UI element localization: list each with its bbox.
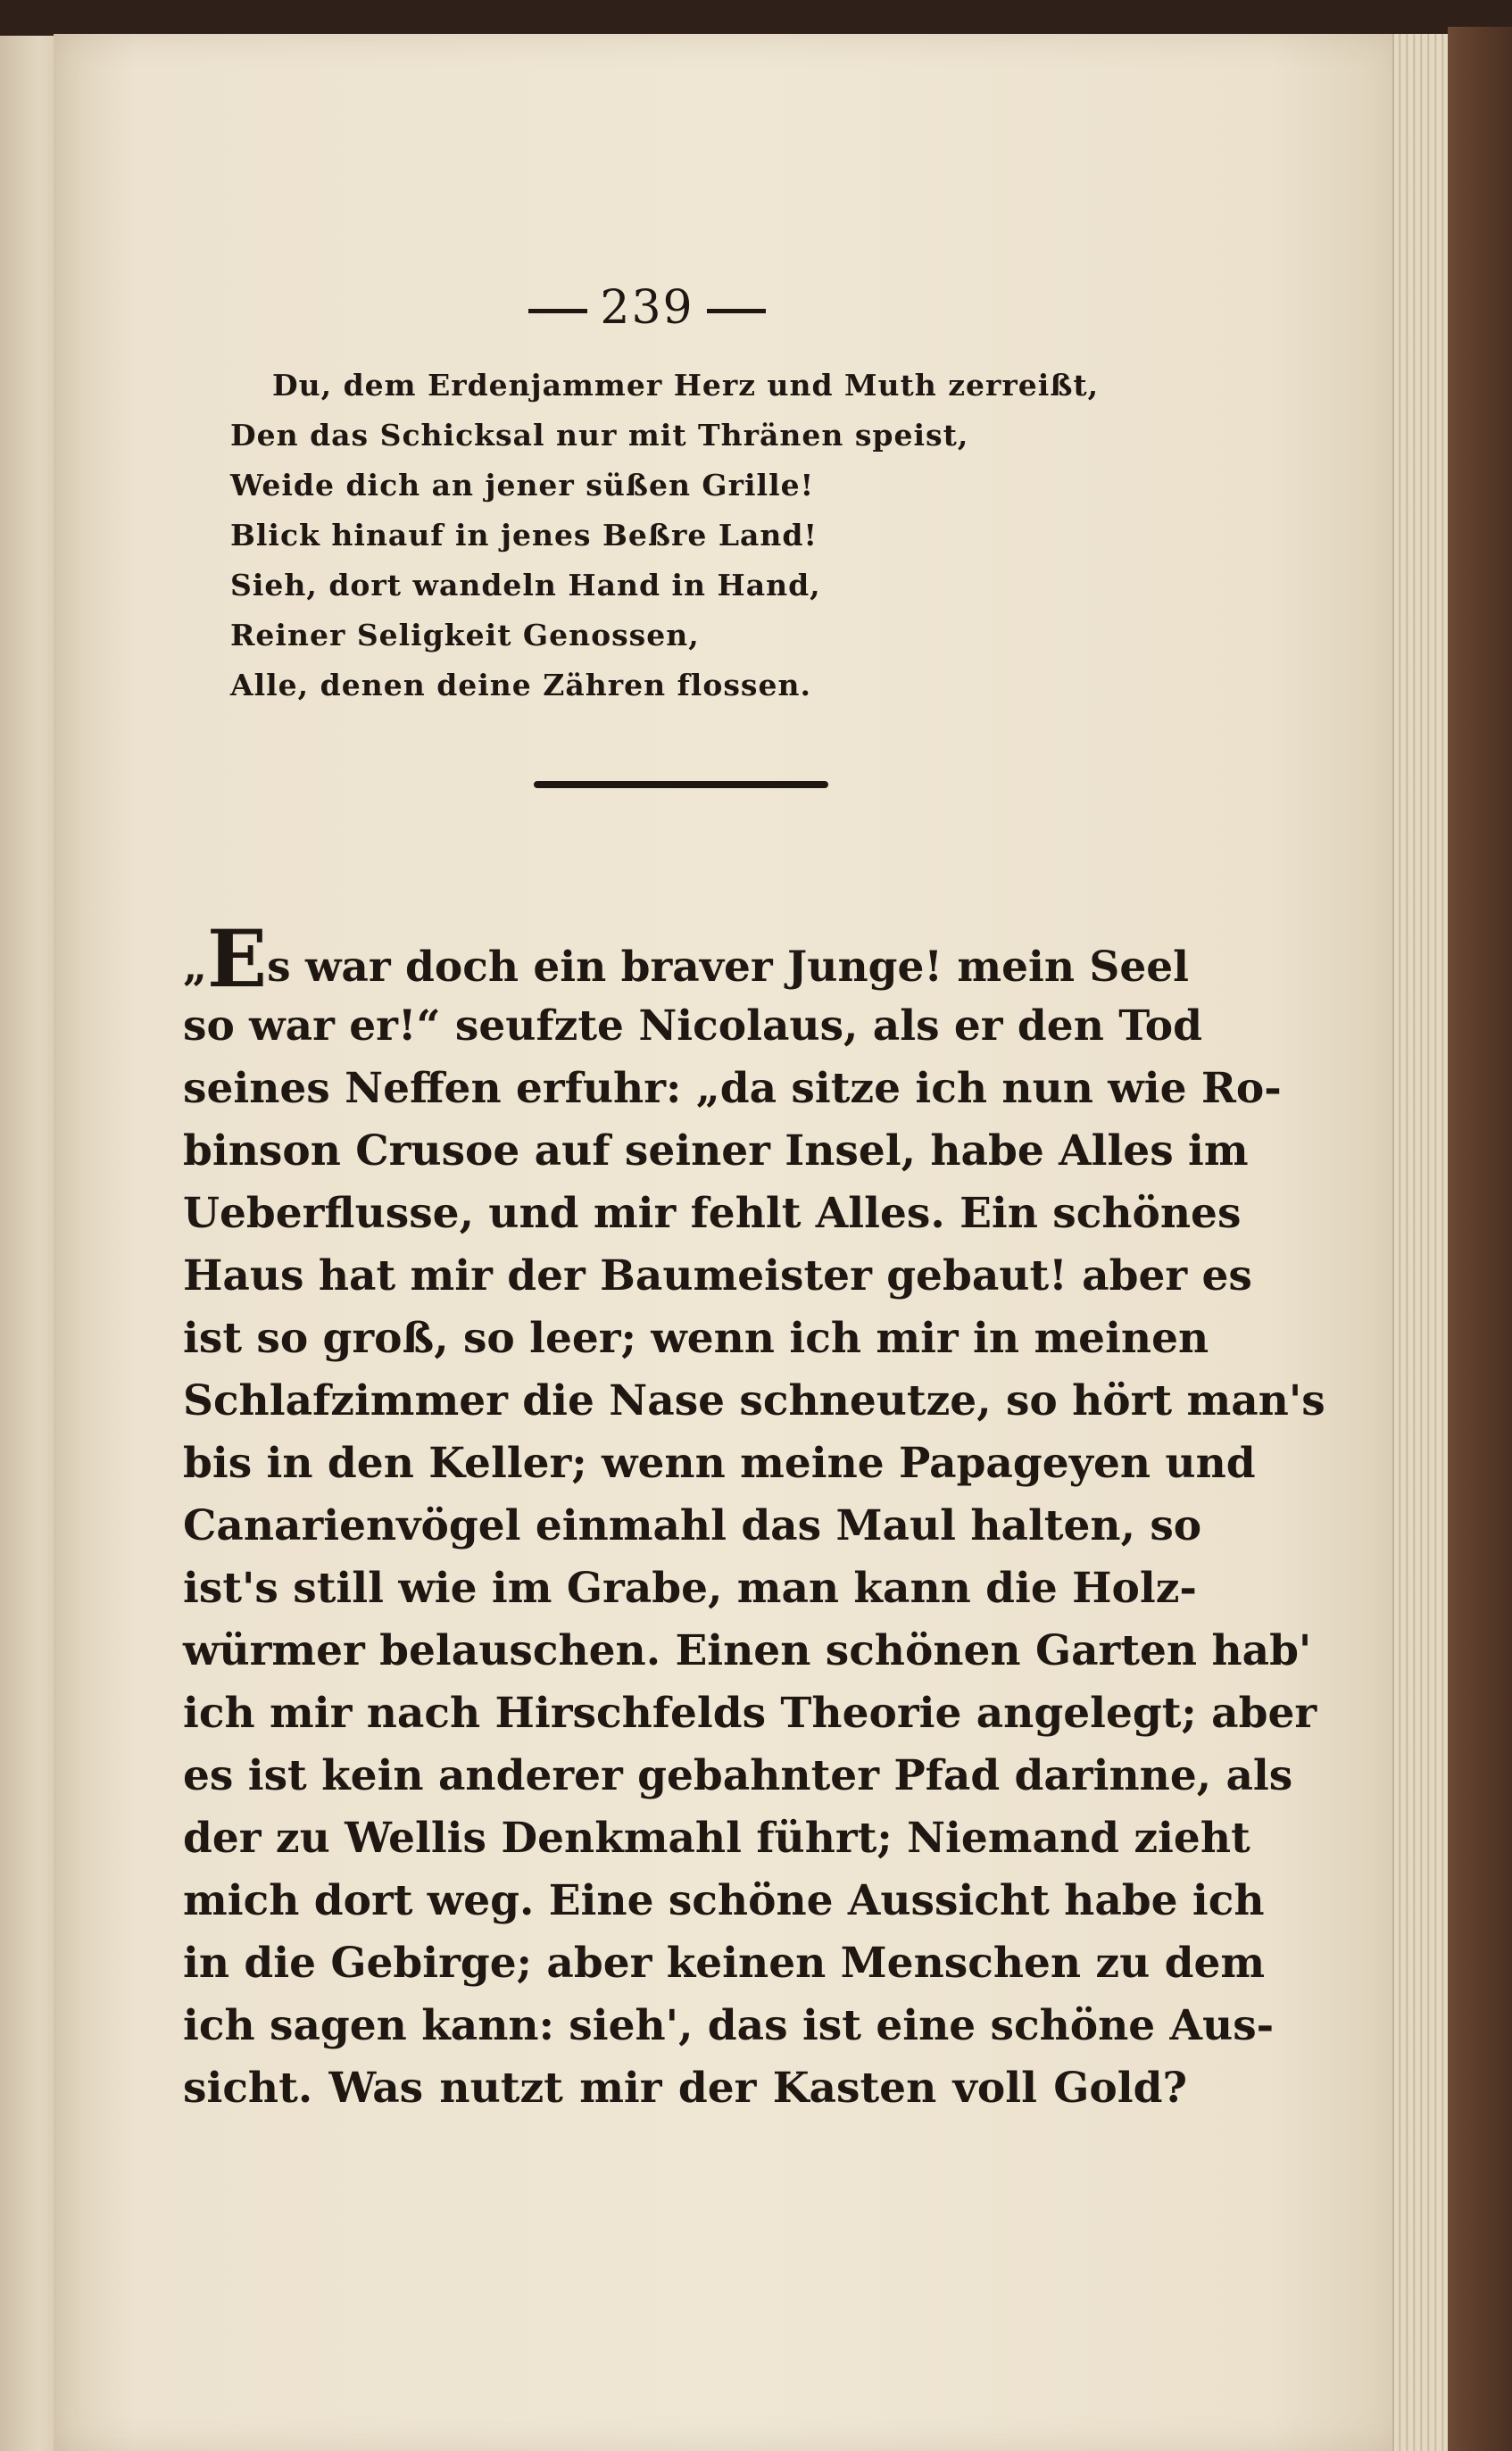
page-number [500, 281, 794, 335]
verse-line: Reiner Seligkeit Genossen, [230, 618, 700, 652]
verse-line: Weide dich an jener süßen Grille! [230, 468, 815, 503]
prose-line: seines Neffen erfuhr: „da sitze ich nun wie Ro- [183, 1064, 1282, 1113]
prose-line: Haus hat mir der Baumeister gebaut! aber es [183, 1251, 1252, 1300]
prose-line: Ueberflusse, und mir fehlt Alles. Ein schönes [183, 1189, 1242, 1238]
prose-first-line [183, 912, 1190, 1005]
prose-line: bis in den Keller; wenn meine Papageyen und [183, 1439, 1256, 1488]
page-stack-edge [1392, 34, 1451, 2451]
verse-line: Sieh, dort wandeln Hand in Hand, [230, 568, 821, 602]
prose-line: es ist kein anderer gebahnter Pfad darinne, als [183, 1751, 1293, 1800]
prose-line: Schlafzimmer die Nase schneutze, so hört man's [183, 1376, 1325, 1425]
prose-line: Canarienvögel einmahl das Maul halten, so [183, 1501, 1202, 1550]
prose-line: so war er!“ seufzte Nicolaus, als er den Tod [183, 1001, 1203, 1051]
prose-line: ich sagen kann: sieh', das ist eine schöne Aus- [183, 2001, 1275, 2050]
verse-line: Alle, denen deine Zähren flossen. [230, 668, 811, 702]
prose-line: ist's still wie im Grabe, man kann die Holz- [183, 1564, 1197, 1613]
prose-line: binson Crusoe auf seiner Insel, habe Alles im [183, 1126, 1249, 1176]
prose-line: in die Gebirge; aber keinen Menschen zu dem [183, 1939, 1266, 1988]
prose-line: der zu Wellis Denkmahl führt; Niemand zieht [183, 1814, 1250, 1863]
open-quote: „ [183, 943, 208, 992]
prose-line: sicht. Was nutzt mir der Kasten voll Gold? [183, 2064, 1187, 2113]
prose-first-line-rest: s war doch ein braver Junge! mein Seel [267, 943, 1190, 992]
section-divider [534, 781, 828, 788]
prose-line: würmer belauschen. Einen schönen Garten hab' [183, 1626, 1312, 1675]
verse-line: Du, dem Erdenjammer Herz und Muth zerreißt, [272, 368, 1100, 403]
top-shadow [0, 0, 1512, 37]
prose-line: mich dort weg. Eine schöne Aussicht habe ich [183, 1876, 1265, 1925]
page-number-dash-right [707, 309, 766, 313]
verse-line: Den das Schicksal nur mit Thränen speist, [230, 418, 969, 453]
dropcap-letter: E [207, 912, 268, 1005]
book-cover [1448, 27, 1512, 2451]
page-number-text: 239 [600, 281, 694, 335]
prose-line: ich mir nach Hirschfelds Theorie angelegt; aber [183, 1689, 1317, 1738]
page-number-dash-left [528, 309, 587, 313]
prose-line: ist so groß, so leer; wenn ich mir in meinen [183, 1314, 1209, 1363]
verse-line: Blick hinauf in jenes Beßre Land! [230, 518, 818, 553]
